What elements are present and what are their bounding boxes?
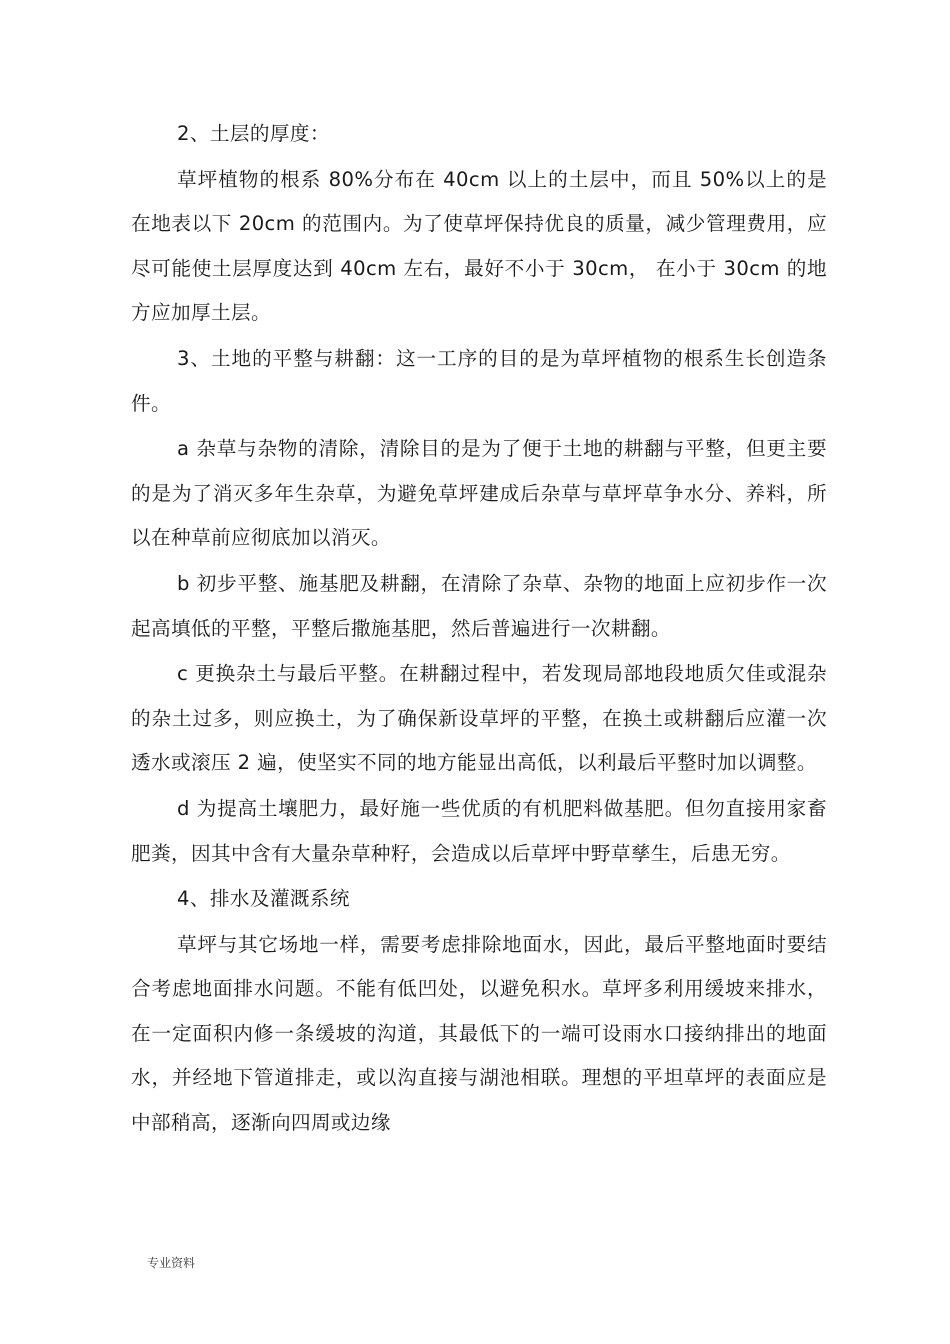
paragraph-drainage: 草坪与其它场地一样，需要考虑排除地面水，因此，最后平整地面时要结合考虑地面排水问题。不能有低凹处，以避免积水。草坪多利用缓坡来排水，在一定面积内修一条缓坡的沟道，其最低下的一端可设雨水口接纳排出的地面水，并经地下管道排走，或以沟直接与湖池相联。理想的平坦草坪的表面应是中部稍高，逐渐向四周或边缘 (131, 932, 827, 1135)
paragraph-item-c: c 更换杂土与最后平整。在耕翻过程中，若发现局部地段地质欠佳或混杂的杂土过多，则应换土，为了确保新设草坪的平整，在换土或耕翻后应灌一次透水或滚压 2 遍，使坚实不同的地方能显出高低，以利最后平整时加以调整。 (131, 662, 827, 775)
paragraph-item-d: d 为提高土壤肥力，最好施一些优质的有机肥料做基肥。但勿直接用家畜肥粪，因其中含有大量杂草种籽，会造成以后草坪中野草孳生，后患无穷。 (131, 796, 827, 865)
section-heading-soil-thickness: 2、土层的厚度： (177, 122, 330, 145)
section-heading-leveling-tilling: 3、土地的平整与耕翻：这一工序的目的是为草坪植物的根系生长创造条件。 (131, 346, 827, 415)
paragraph-item-a: a 杂草与杂物的清除，清除目的是为了便于土地的耕翻与平整，但更主要的是为了消灭多年生杂草，为避免草坪建成后杂草与草坪草争水分、养料，所以在种草前应彻底加以消灭。 (131, 437, 827, 550)
section-heading-drainage-irrigation: 4、排水及灌溉系统 (177, 887, 350, 911)
document-body (131, 112, 827, 1146)
paragraph-item-b: b 初步平整、施基肥及耕翻，在清除了杂草、杂物的地面上应初步作一次起高填低的平整，平整后撒施基肥，然后普遍进行一次耕翻。 (131, 571, 827, 640)
paragraph-soil-thickness: 草坪植物的根系 80%分布在 40cm 以上的土层中，而且 50%以上的是在地表以下 20cm 的范围内。为了使草坪保持优良的质量，减少管理费用，应尽可能使土层厚度达到 40cm 左右，最好不小于 30cm， 在小于 30cm 的地方应加厚土层。 (131, 167, 827, 325)
footer-label: 专业资料 (147, 1256, 196, 1270)
